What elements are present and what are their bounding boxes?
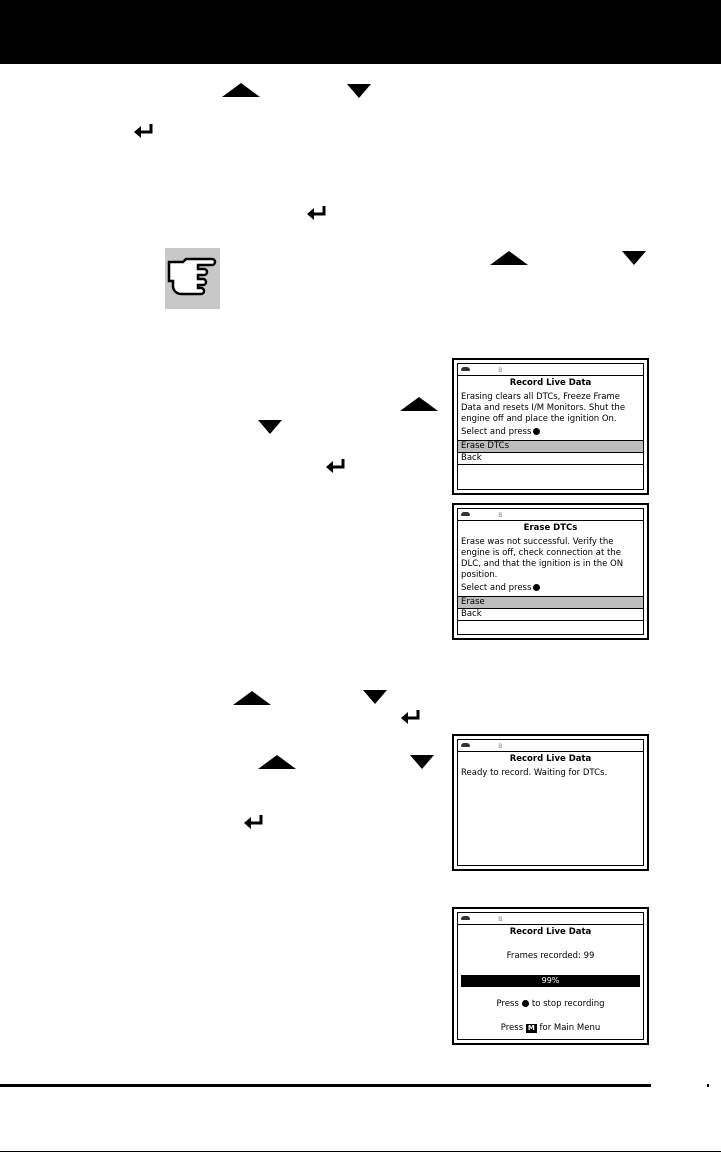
up-arrow-icon [258,755,296,769]
vehicle-icon [461,743,470,747]
vehicle-icon [461,367,470,371]
enter-key-icon [325,459,347,473]
down-arrow-icon [622,251,646,265]
screen-message: Ready to record. Waiting for DTCs. [461,768,608,778]
progress-label: 99% [541,976,560,985]
pointing-hand-icon [165,248,220,309]
status-bar [458,913,643,925]
down-arrow-icon [410,755,434,769]
screen-title: Erase DTCs [523,523,578,533]
screen-title: Record Live Data [509,378,592,388]
footer-rule [0,1084,651,1087]
vehicle-icon [461,916,470,920]
menu-item-erase-dtcs[interactable]: Erase DTCs [458,440,643,453]
screen-title: Record Live Data [509,754,592,764]
enter-key-icon [306,206,328,220]
page-header-bar [0,0,721,64]
down-arrow-icon [363,690,387,704]
down-arrow-icon [258,420,282,434]
enter-button-icon [533,584,540,591]
up-arrow-icon [490,251,528,265]
menu-item-erase[interactable]: Erase [458,596,643,609]
recording-progress-bar [461,975,640,987]
screen-message: Erasing clears all DTCs, Freeze Frame Data and resets I/M Monitors. Shut the engine off and place the ignition On. [461,392,626,424]
enter-key-icon [400,710,422,724]
up-arrow-icon [233,691,271,705]
footer-rule-end [707,1084,709,1087]
enter-button-icon [533,428,540,435]
screen-message: Erase was not successful. Verify the engine is off, check connection at the DLC, and that the ignition is in the ON position. [461,537,624,580]
device-screen-erase-failed [452,503,649,640]
page-bottom-rule [0,1151,721,1152]
bluetooth-icon: ʙ [498,365,503,374]
m-key-icon: M [527,1024,535,1032]
screen-title: Record Live Data [509,927,592,937]
enter-key-icon [243,815,265,829]
frames-recorded: Frames recorded: 99 [506,951,595,961]
status-bar [458,740,643,752]
menu-item-back[interactable]: Back [458,453,643,465]
vehicle-icon [461,512,470,516]
bluetooth-icon: ʙ [498,914,503,923]
stop-recording-hint: Press to stop recording [496,999,605,1009]
main-menu-hint: Press M for Main Menu [500,1023,601,1033]
enter-key-icon [133,124,155,138]
device-screen-ready-to-record [452,734,649,871]
bluetooth-icon: ʙ [498,510,503,519]
select-prompt: Select and press [458,581,643,596]
device-screen-recording [452,907,649,1045]
status-bar [458,364,643,376]
up-arrow-icon [400,397,438,411]
enter-button-icon [522,1000,529,1007]
up-arrow-icon [222,83,260,97]
down-arrow-icon [347,84,371,98]
menu-item-back[interactable]: Back [458,609,643,621]
select-prompt: Select and press [458,425,643,440]
bluetooth-icon: ʙ [498,741,503,750]
device-screen-erase-prompt [452,358,649,495]
status-bar [458,509,643,521]
